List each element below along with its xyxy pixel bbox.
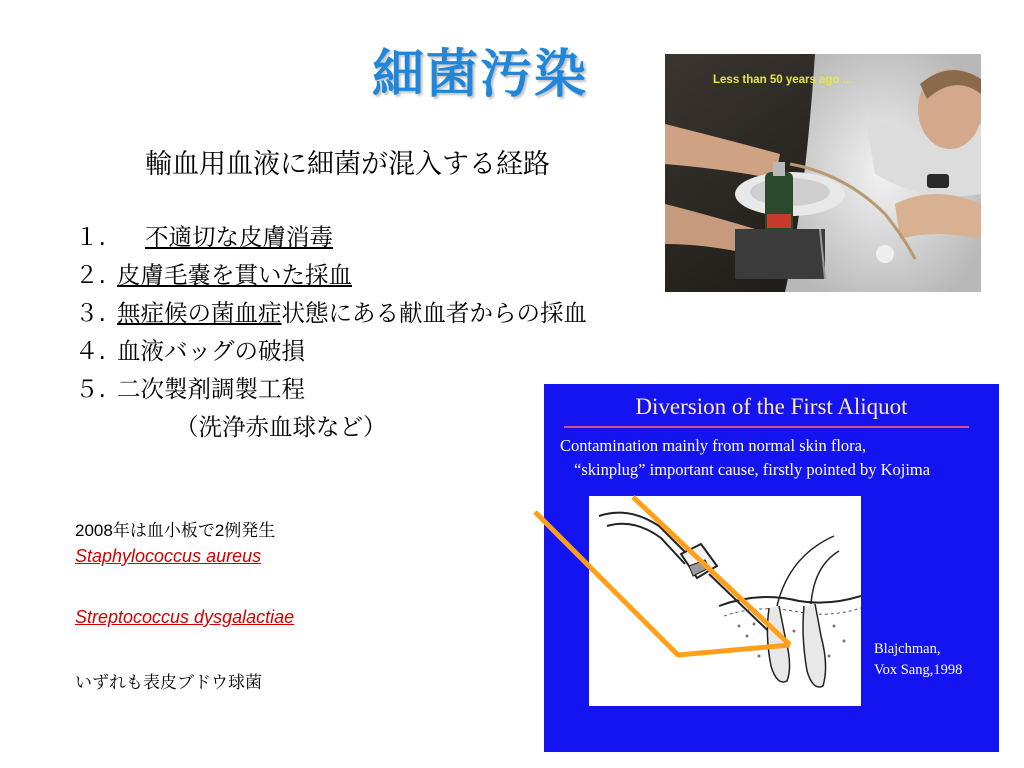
list-item-text: 状態にある献血者からの採血 (281, 299, 587, 327)
list-item-underlined-text: 皮膚毛嚢を貫いた採血 (117, 261, 352, 289)
list-item (75, 370, 587, 408)
species-staphylococcus: Staphylococcus aureus (75, 546, 262, 566)
list-item (75, 256, 587, 294)
list-item-number: ５. (75, 375, 106, 403)
list-item-underlined-text: 無症候の菌血症 (117, 299, 282, 327)
skin-needle-diagram (589, 496, 861, 706)
credit-source: Vox Sang,1998 (874, 662, 963, 678)
note-epidermidis: いずれも表皮ブドウ球菌 (75, 673, 262, 692)
photo-illustration (665, 54, 981, 292)
list-item (75, 294, 587, 332)
list-item (75, 332, 587, 370)
historical-photo (665, 54, 981, 292)
panel-divider (564, 426, 969, 428)
route-list (75, 218, 587, 446)
list-item-number: １. (75, 223, 106, 251)
credit-author: Blajchman, (874, 641, 941, 657)
diagram-illustration (589, 496, 861, 706)
list-item-text: 二次製剤調製工程 (117, 375, 305, 403)
list-item-number: ４. (75, 337, 106, 365)
list-item-text: 血液バッグの破損 (117, 337, 305, 365)
note-2008: 2008年は血小板で2例発生 (75, 521, 276, 540)
list-item (75, 218, 587, 256)
slide-subtitle: 輸血用血液に細菌が混入する経路 (145, 149, 550, 180)
panel-text-line2: “skinplug” important cause, firstly pointed by Kojima (574, 460, 931, 479)
list-item-number: ２. (75, 261, 106, 289)
panel-title: Diversion of the First Aliquot (635, 394, 908, 419)
panel-credit (874, 639, 962, 681)
panel-text-line1: Contamination mainly from normal skin flora, (560, 436, 867, 455)
photo-caption: Less than 50 years ago ... (713, 74, 853, 86)
species-streptococcus: Streptococcus dysgalactiae (75, 607, 295, 627)
list-item-number: ３. (75, 299, 106, 327)
slide-title: 細菌汚染 (371, 45, 588, 105)
list-item-underlined-text: 不適切な皮膚消毒 (145, 223, 333, 251)
list-item-continuation: （洗浄赤血球など） (175, 413, 387, 441)
diversion-panel (544, 384, 999, 752)
